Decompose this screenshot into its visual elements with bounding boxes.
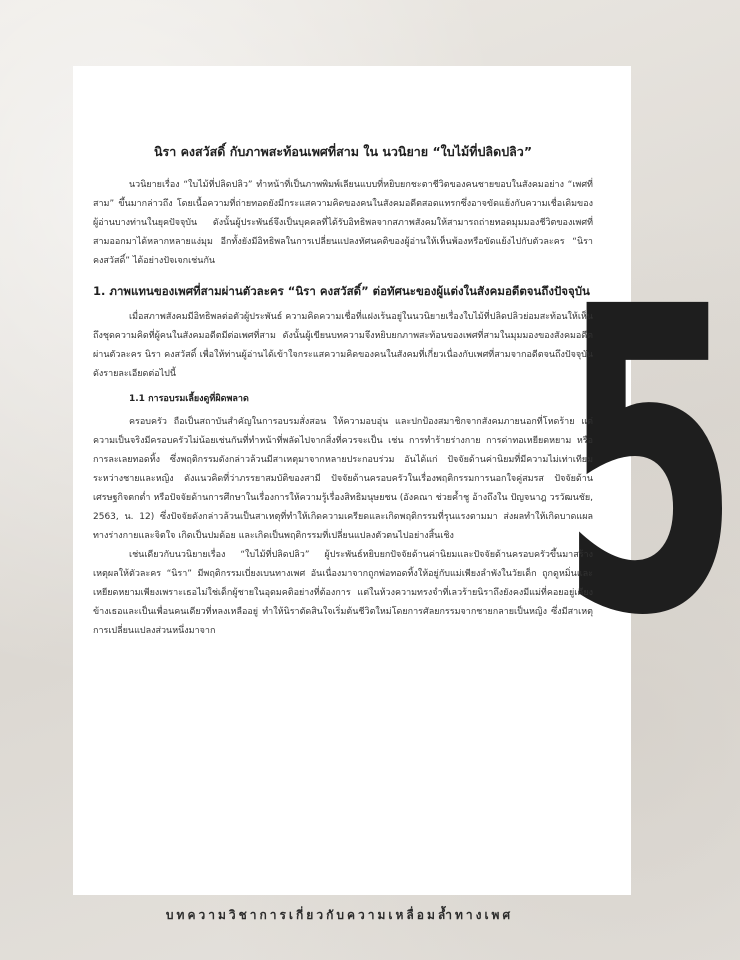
section-heading: 1. ภาพแทนของเพศที่สามผ่านตัวละคร “นิรา คงสวัสดิ์” ต่อทัศนะของผู้แต่งในสังคมอดีตจนถึงปัจจุบัน (93, 284, 590, 298)
subsection-paragraph-2: เช่นเดียวกับนวนิยายเรื่อง “ใบไม้ที่ปลิดปลิว” ผู้ประพันธ์หยิบยกปัจจัยด้านค่านิยมและปัจจัยด้านครอบครัวขึ้นมาสร้างเหตุผลให้ตัวละคร “นิรา” มีพฤติกรรมเบี่ยงเบนทางเพศ อันเนื่องมาจากถูกพ่อทอดทิ้งให้อยู่กับแม่เพียงลำพังในวัยเด็ก ถูกดูหมิ่นและเหยียดหยามเพียงเพราะเธอไม่ใช่เด็กผู้ชายในอุดมคติอย่างที่ต้องการ แต่ในห้วงความทรงจำที่เลวร้ายนิราถึงยังคงมีแม่ที่คอยอยู่เคียงข้างเธอและเป็นเพื่อนคนเดียวที่หลงเหลืออยู่ ทำให้นิราตัดสินใจเริ่มต้นชีวิตใหม่โดยการศัลยกรรมจากชายกลายเป็นหญิง ซึ่งมีสาเหตุการเปลี่ยนแปลงส่วนหนึ่งมาจาก (93, 550, 593, 636)
article-title: นิรา คงสวัสดิ์ กับภาพสะท้อนเพศที่สาม ใน นวนิยาย “ใบไม้ที่ปลิดปลิว” (153, 144, 533, 159)
subsection-paragraph-1: ครอบครัว ถือเป็นสถาบันสำคัญในการอบรมสั่งสอน ให้ความอบอุ่น และปกป้องสมาชิกจากสังคมภายนอกที่โหดร้าย แต่ความเป็นจริงมีครอบครัวไม่น้อยเช่นกันที่ทำหน้าที่พลัดไปจากสิ่งที่ควรจะเป็น เช่น การทำร้ายร่างกาย การด่าทอเหยียดหยาม หรือการละเลยทอดทิ้ง ซึ่งพฤติกรรมดังกล่าวล้วนมีสาเหตุมาจากหลายประกอบร่วม อันได้แก่ ปัจจัยด้านค่านิยมที่มีความไม่เท่าเทียมระหว่างชายและหญิง ดังแนวคิดที่ว่าภรรยาสมบัติของสามี ปัจจัยด้านครอบครัวในเรื่องพฤติกรรมการนอกใจคู่สมรส ปัจจัยด้านเศรษฐกิจตกต่ำ หรือปัจจัยด้านการศึกษาในเรื่องการให้ความรู้เรื่องสิทธิมนุษยชน (อังคณา ช่วยค้ำชู อ้างถึงใน ปัญจนาฎ วรวัฒนชัย, 2563, น. 12) ซึ่งปัจจัยดังกล่าวล้วนเป็นสาเหตุที่ทำให้เกิดความเครียดและเกิดพฤติกรรมที่รุนแรงตามมา ส่งผลทำให้เกิดบาดแผลทางร่างกายและจิตใจ เกิดเป็นปมด้อย และเกิดเป็นพฤติกรรมที่เปลี่ยนแปลงตัวตนไปอย่างสิ้นเชิง (93, 417, 593, 541)
section-paragraph: เมื่อสภาพสังคมมีอิทธิพลต่อตัวผู้ประพันธ์ ความคิดความเชื่อที่แฝงเร้นอยู่ในนวนิยายเรื่องใบไม้ที่ปลิดปลิวย่อมสะท้อนให้เห็นถึงชุดความคิดที่ผู้คนในสังคมอดีตมีต่อเพศที่สาม ดังนั้นผู้เขียนบทความจึงหยิบยกภาพสะท้อนของเพศที่สามในมุมมองของสังคมอดีตผ่านตัวละคร นิรา คงสวัสดิ์ เพื่อให้ท่านผู้อ่านได้เข้าใจกระแสความคิดของคนในสังคมที่เกี่ยวเนื่องกับเพศที่สามจากอดีตจนถึงปัจจุบัน ดังรายละเอียดต่อไปนี้ (93, 312, 593, 379)
page-footer: บทความวิชาการเกี่ยวกับความเหลื่อมล้ำทางเพศ (165, 908, 514, 922)
document-page (73, 66, 740, 895)
chapter-number: 5 (559, 219, 740, 708)
subsection-heading: 1.1 การอบรมเลี้ยงดูที่ผิดพลาด (129, 394, 249, 404)
article-body (93, 142, 593, 641)
intro-paragraph: นวนิยายเรื่อง “ใบไม้ที่ปลิดปลิว” ทำหน้าที่เป็นภาพพิมพ์เลียนแบบที่หยิบยกชะตาชีวิตของคนชายขอบในสังคมอย่าง “เพศที่สาม” ขึ้นมากล่าวถึง โดยเนื้อความที่ถ่ายทอดยังมีกระแสความคิดของคนในสังคมอดีตสอดแทรกซึ่งอาจขัดแย้งกับความเชื่อเดิมของผู้อ่านบางท่านในยุคปัจจุบัน ดังนั้นผู้ประพันธ์จึงเป็นบุคคลที่ได้รับอิทธิพลจากสภาพสังคมให้สามารถถ่ายทอดมุมมองชีวิตของเพศที่สามออกมาได้หลากหลายแง่มุม อีกทั้งยังมีอิทธิพลในการเปลี่ยนแปลงทัศนคติของผู้อ่านให้เห็นพ้องหรือขัดแย้งไปกับตัวละคร “นิรา คงสวัสดิ์” ได้อย่างปัจเจกเช่นกัน (93, 180, 593, 266)
